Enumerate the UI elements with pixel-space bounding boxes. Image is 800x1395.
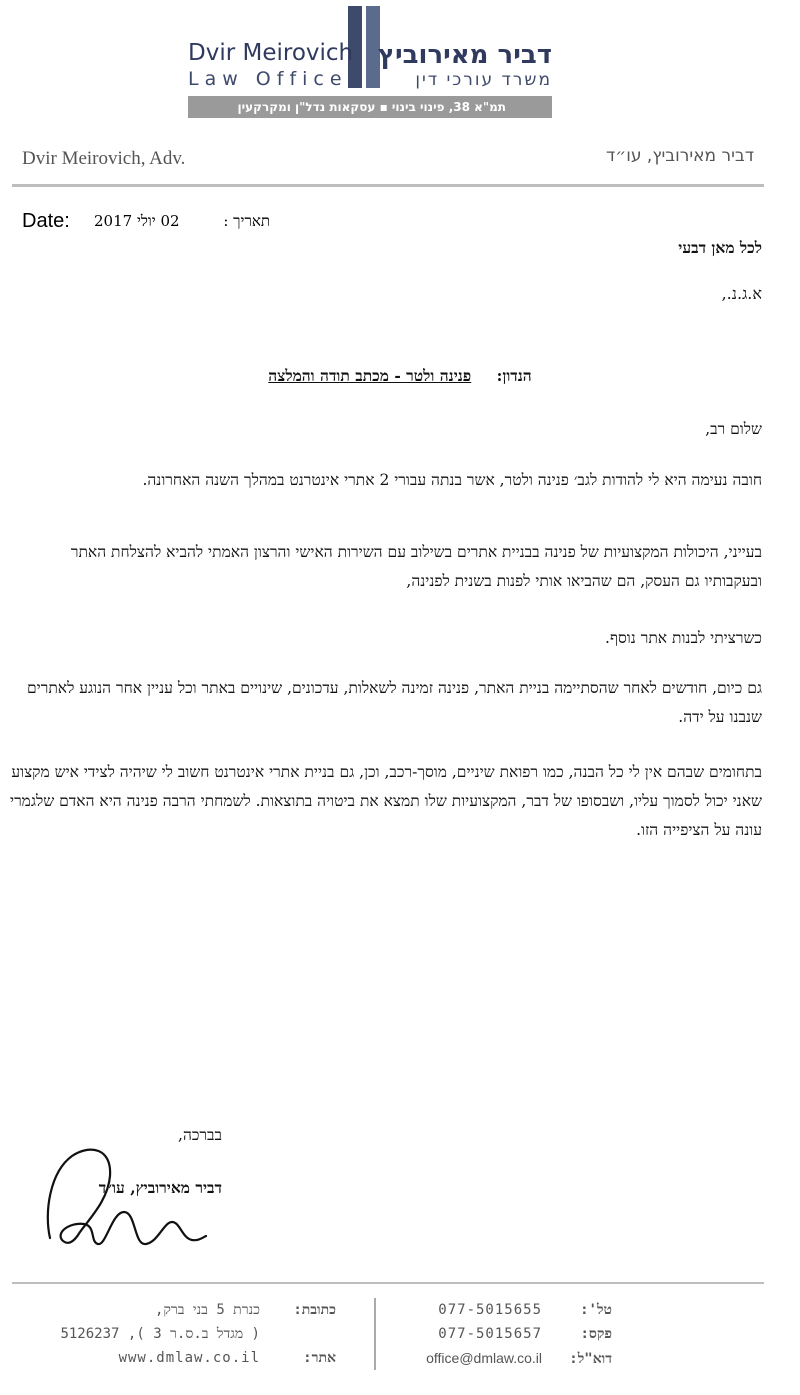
email-link[interactable]: office@dmlaw.co.il xyxy=(426,1350,542,1366)
footer-address-block xyxy=(60,1298,336,1370)
opening-greeting: שלום רב, xyxy=(705,420,762,438)
logo-services-strip: תמ"א 38, פינוי בינוי ▪ עסקאות נדל"ן ומקרקעין xyxy=(188,96,552,118)
body-paragraph: כשרציתי לבנות אתר נוסף. xyxy=(605,629,762,647)
logo-hebrew-name: דביר מאירוביץ xyxy=(377,40,552,70)
body-paragraph: חובה נעימה היא לי להודות לגב׳ פנינה ולטר, אשר בנתה עבורי 2 אתרי אינטרנט במהלך השנה האחרונה. xyxy=(142,471,762,489)
site-label: אתר: xyxy=(303,1350,336,1366)
fax-number: 077-5015657 xyxy=(438,1326,542,1342)
address-label: כתובת: xyxy=(293,1302,336,1318)
address-line-1: כנרת 5 בני ברק, xyxy=(154,1302,260,1318)
handwritten-signature xyxy=(40,1142,210,1252)
body-paragraph: גם כיום, חודשים לאחר שהסתיימה בניית האתר, פנינה זמינה לשאלות, עדכונים, שינויים באתר וכל עניין אחר הנוגע לאתרים שנבנו על ידה. xyxy=(26,679,762,726)
signer-name: דביר מאירוביץ, עו״ד xyxy=(98,1178,222,1197)
footer-address-row xyxy=(60,1298,336,1322)
footer-email-row xyxy=(426,1346,612,1370)
salutation-abbrev: א.ג.נ., xyxy=(721,284,762,303)
law-office-logo xyxy=(188,6,552,120)
closing-regards: בברכה, xyxy=(178,1126,222,1144)
body-paragraph: בתחומים שבהם אין לי כל הבנה, כמו רפואת שיניים, מוסך-רכב, וכן, גם בניית אתרי אינטרנט חשוב לי שיהיה לצידי איש מקצוע שאני יכול לסמוך עליו, ושבסופו של דבר, המקצועיות שלו תמצא את ביטויה בתוצאות. לשמחתי הרבה פנינה היא האדם שלגמרי עונה על הציפייה הזו. xyxy=(10,763,762,839)
date-label: Date: xyxy=(22,210,70,232)
footer-contact-block xyxy=(426,1298,612,1370)
phone-label: טל': xyxy=(580,1302,612,1318)
date-hebrew-label: תאריך : xyxy=(223,212,270,230)
letterhead-hebrew-name: דביר מאירוביץ, עו״ד xyxy=(606,146,754,166)
date-value: 02 יולי 2017 xyxy=(94,212,180,230)
logo-english-name: Dvir Meirovich xyxy=(188,40,354,66)
logo-hebrew-subtitle: משרד עורכי דין xyxy=(415,70,552,90)
footer-site-row xyxy=(60,1346,336,1370)
footer-divider xyxy=(12,1282,764,1284)
footer-address-row-2 xyxy=(60,1322,336,1346)
footer-phone-row xyxy=(426,1298,612,1322)
footer-separator xyxy=(374,1298,376,1370)
address-line-2: ( מגדל ב.ס.ר 3 ), 5126237 xyxy=(60,1326,260,1342)
header-divider xyxy=(12,184,764,187)
letterhead-english-name: Dvir Meirovich, Adv. xyxy=(22,148,186,169)
recipient: לכל מאן דבעי xyxy=(678,238,762,257)
website-link[interactable]: www.dmlaw.co.il xyxy=(118,1350,260,1366)
phone-number[interactable]: 077-5015655 xyxy=(438,1302,542,1318)
email-label: דוא"ל: xyxy=(569,1351,612,1367)
logo-english-subtitle: Law Office xyxy=(188,68,348,90)
subject-line xyxy=(0,366,800,386)
body-paragraph: בעייני, היכולות המקצועיות של פנינה בבניית אתרים בשילוב עם השירות האישי והרצון האמתי להביא להצלחת האתר ובעקבותיו גם העסק, הם שהביאו אותי לפנות בשנית לפנינה, xyxy=(70,543,762,590)
subject-label: הנדון: xyxy=(496,366,532,385)
footer-fax-row xyxy=(426,1322,612,1346)
fax-label: פקס: xyxy=(580,1326,612,1342)
subject-text: פנינה ולטר - מכתב תודה והמלצה xyxy=(268,366,472,385)
